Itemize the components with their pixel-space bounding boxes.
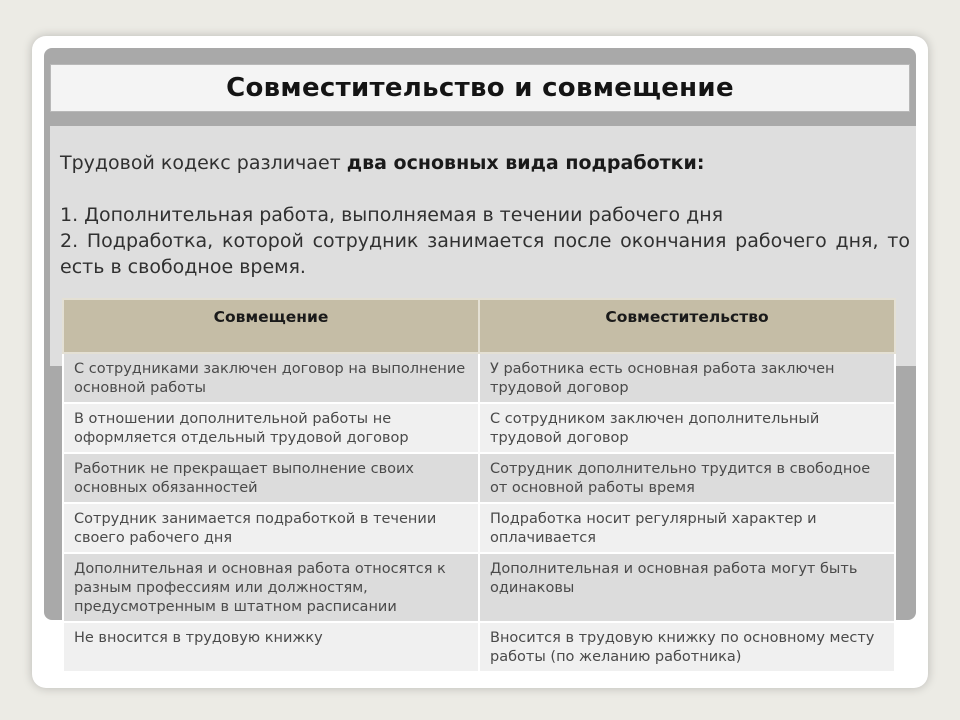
table-cell: Дополнительная и основная работа могут быть одинаковы [479,553,895,622]
table-row [63,403,895,453]
table-cell: С сотрудниками заключен договор на выполнение основной работы [63,353,479,403]
intro-gap [60,176,910,202]
table-cell: У работника есть основная работа заключен трудовой договор [479,353,895,403]
table-row [63,622,895,672]
table-cell: С сотрудником заключен дополнительный трудовой договор [479,403,895,453]
intro-lead-bold: два основных вида подработки: [346,152,705,174]
title-bar [50,64,910,112]
table-cell: Подработка носит регулярный характер и оплачивается [479,503,895,553]
table-cell: Сотрудник дополнительно трудится в свободное от основной работы время [479,453,895,503]
header-sovmeshchenie: Совмещение [63,299,479,353]
intro-lead-normal: Трудовой кодекс различает [60,152,347,174]
intro-lead [60,150,910,176]
header-sovmestitelstvo: Совместительство [479,299,895,353]
comparison-table [62,298,896,673]
table-row [63,553,895,622]
table-cell: Не вносится в трудовую книжку [63,622,479,672]
table-row [63,353,895,403]
table-cell: В отношении дополнительной работы не оформляется отдельный трудовой договор [63,403,479,453]
table-header-row [63,299,895,353]
table-row [63,503,895,553]
table-cell: Работник не прекращает выполнение своих основных обязанностей [63,453,479,503]
intro-item-1: 1. Дополнительная работа, выполняемая в течении рабочего дня [60,204,724,226]
slide-title: Совместительство и совмещение [226,73,734,103]
intro-item-2: 2. Подработка, которой сотрудник занимается после окончания рабочего дня, то есть в свободное время. [60,230,910,278]
table-cell: Сотрудник занимается подработкой в течении своего рабочего дня [63,503,479,553]
table-cell: Вносится в трудовую книжку по основному месту работы (по желанию работника) [479,622,895,672]
table-row [63,453,895,503]
table-cell: Дополнительная и основная работа относятся к разным профессиям или должностям, предусмотренным в штатном расписании [63,553,479,622]
intro-text [60,150,910,280]
